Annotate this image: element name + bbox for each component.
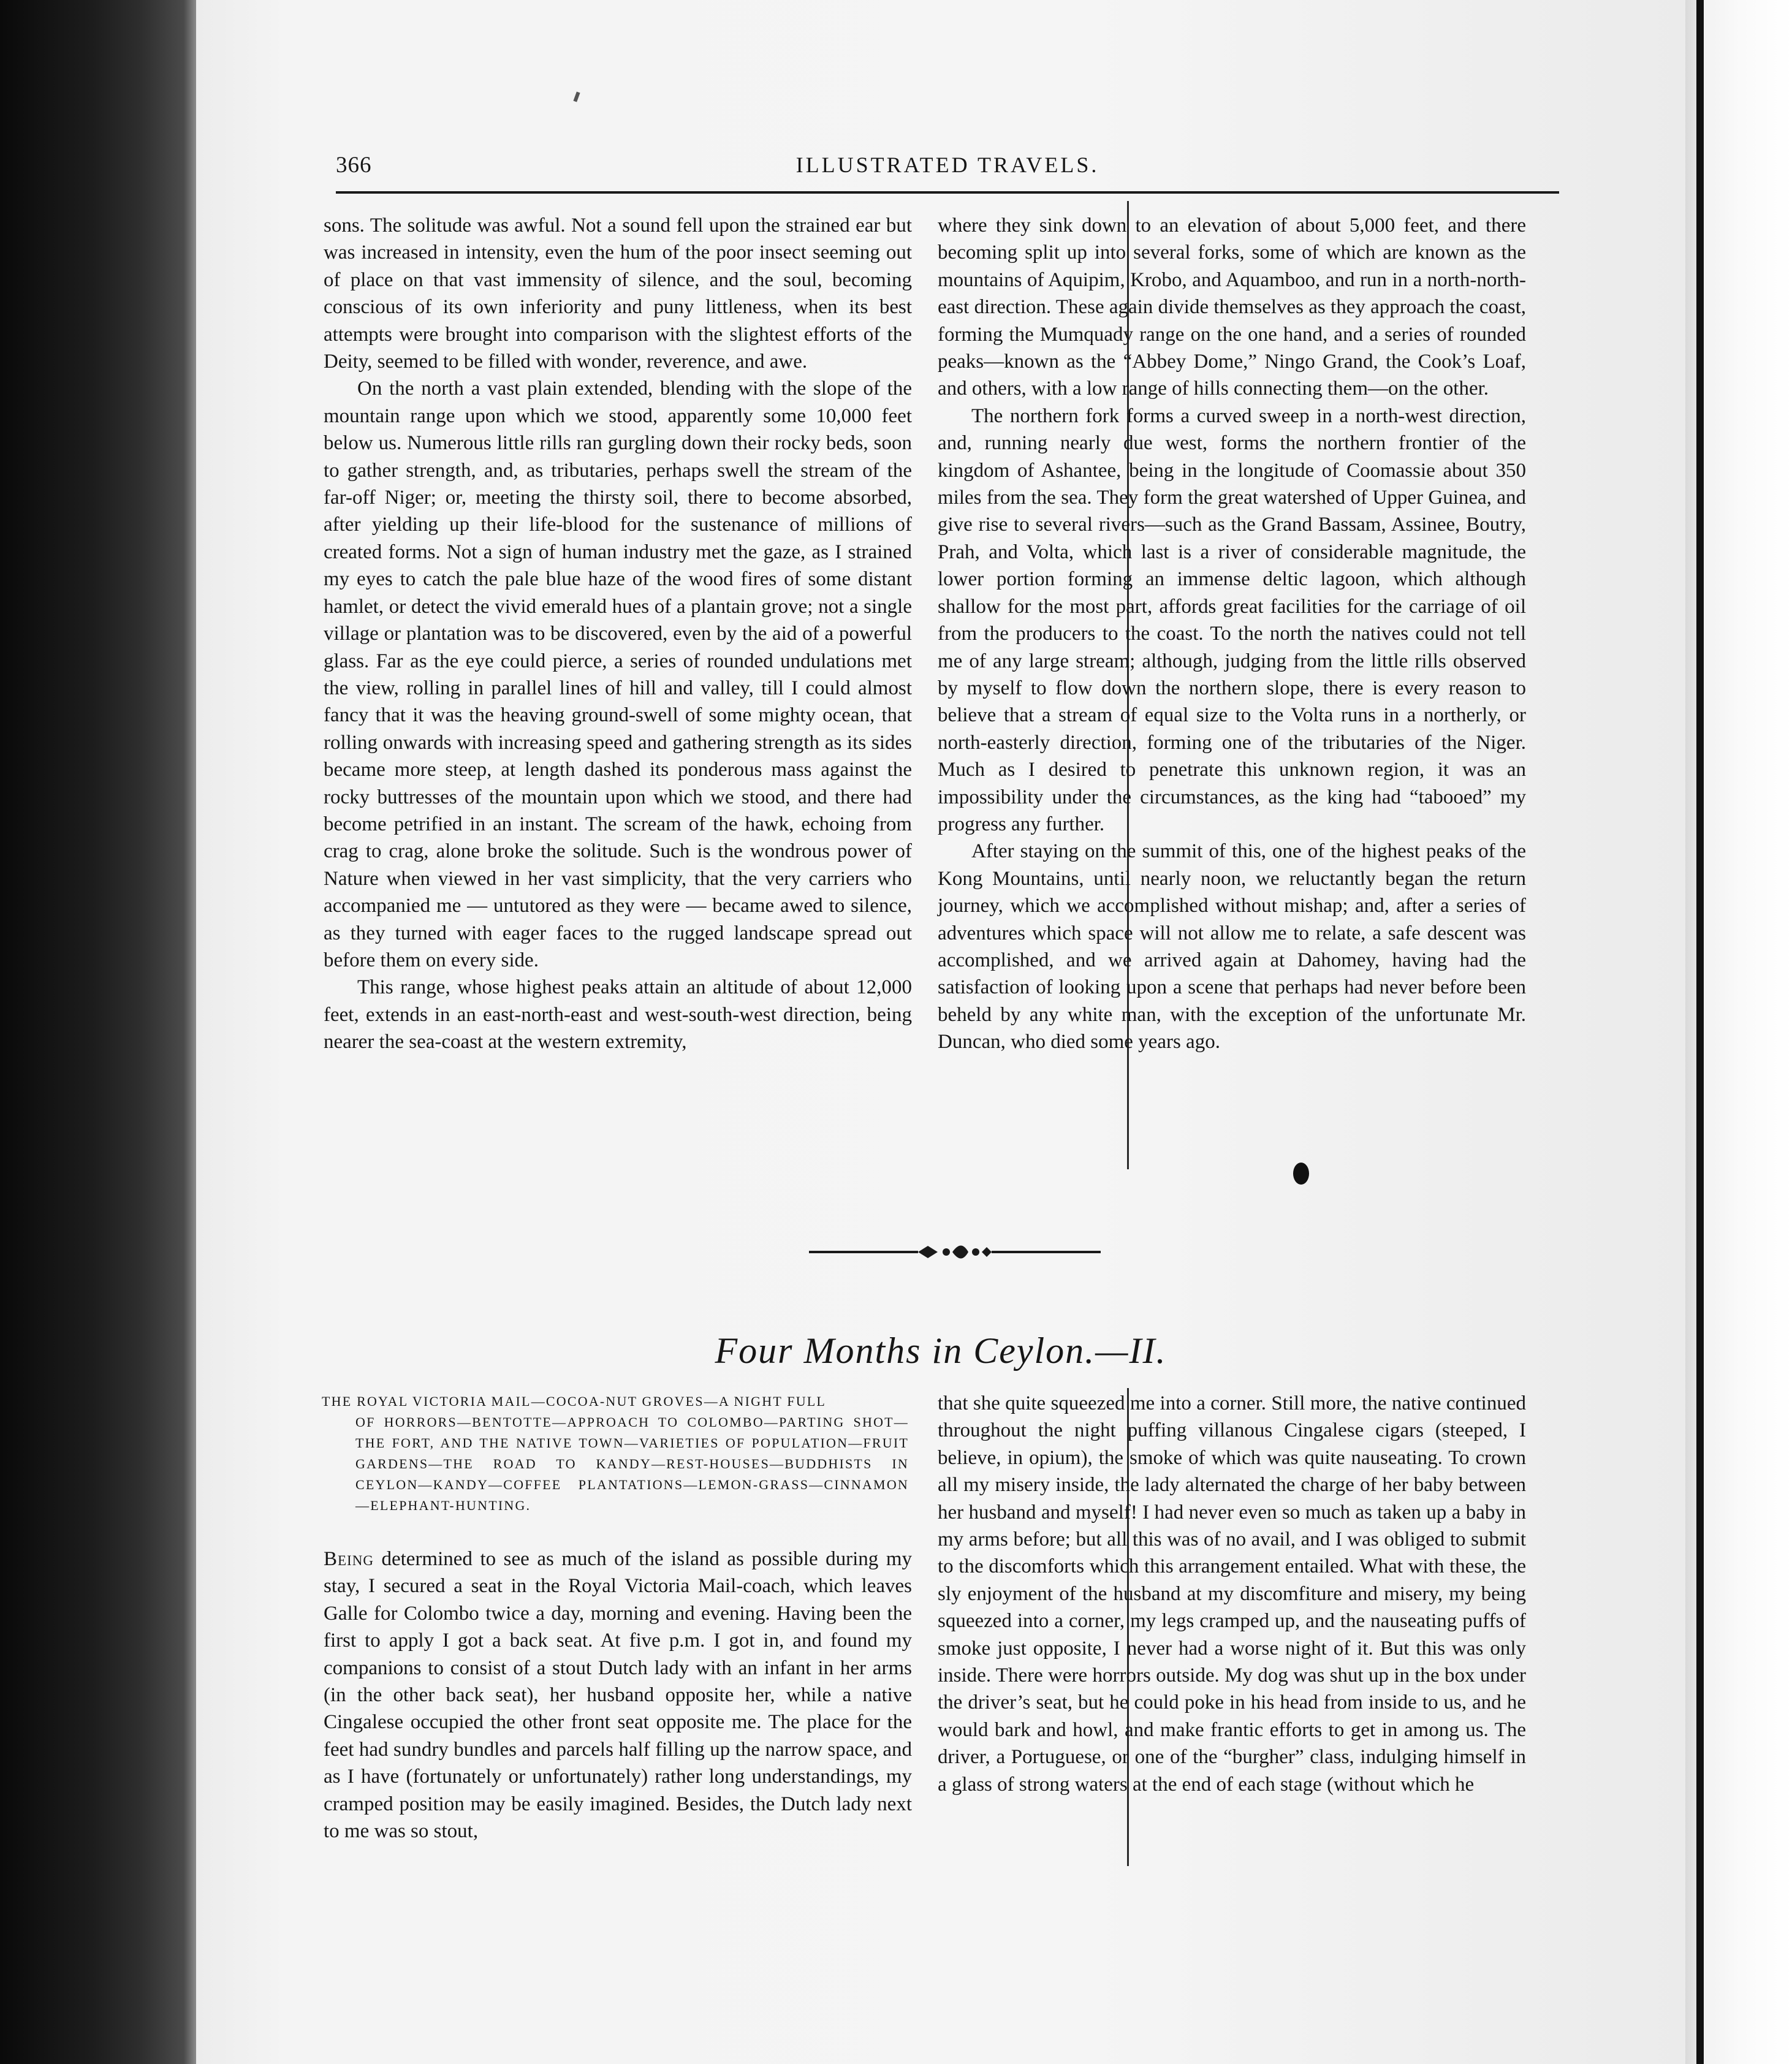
book-binding-shadow [0,0,196,2064]
running-head [336,152,1559,190]
article-right-column [938,1390,1526,1798]
paragraph: sons. The solitude was awful. Not a sound fell upon the strained ear but was increased in intensity, even the hum of the poor insect seeming out of place on that vast immensity of silence, and the soul, becoming conscious of its own inferiority and puny littleness, when its best attempts were brought into comparison with the slightest efforts of the Deity, seemed to be filled with wonder, reverence, and awe. [324,214,912,373]
paragraph: The northern fork forms a curved sweep in a north-west direction, and, running nearly due west, forms the northern frontier of the kingdom of Ashantee, being in the longitude of Coomassie about 350 miles from the sea. They form the great watershed of Upper Guinea, and give rise to several rivers—such as the Grand Bassam, Assinee, Boutry, Prah, and Volta, which last is a river of considerable magnitude, the lower portion forming an immense deltic lagoon, which although shallow for the most part, affords great facilities for the carriage of oil from the producers to the coast. To the north the natives could not tell me of any large stream; although, judging from the little rills observed by myself to flow down the northern slope, there is every reason to believe that a stream of equal size to the Volta runs in a northerly, or north-easterly direction, forming one of the tributaries of the Niger. Much as I desired to penetrate this unknown region, it was an impossibility under the circumstances, as the king had “tabooed” my progress any further. [938,404,1526,835]
previous-article-right-column [938,212,1526,1056]
section-ornament [808,1240,1102,1264]
page-number: 366 [336,153,372,178]
previous-article-left-column [324,212,912,1056]
next-page-edge [1685,0,1792,2064]
paragraph: On the north a vast plain extended, blending with the slope of the mountain range upon which we stood, apparently some 10,000 feet below us. Numerous little rills ran gurgling down their rocky beds, soon to gather strength, and, as tributaries, perhaps swell the stream of the far-off Niger; or, meeting the thirsty soil, there to become absorbed, after yielding up their life-blood for the sustenance of millions of created forms. Not a sign of human industry met the gaze, as I strained my eyes to catch the pale blue haze of the wood fires of some distant hamlet, or detect the vivid emerald hues of a plantain grove; not a single village or plantation was to be discovered, even by the aid of a powerful glass. Far as the eye could pierce, a series of rounded undulations met the view, rolling in parallel lines of hill and valley, till I could almost fancy that it was the heaving ground-swell of some mighty ocean, that rolling onwards with increasing speed and gathering strength as its sides became more steep, at length dashed its ponderous mass against the rocky buttresses of the mountain upon which we stood, and there had become petrified in an instant. The scream of the hawk, echoing from crag to crag, alone broke the solitude. Such is the wondrous power of Nature when viewed in her vast simplicity, that the very carriers who accompanied me — untutored as they were — became awed to silence, as they turned with eager faces to the rugged landscape spread out before them on every side. [324,378,912,971]
article-synopsis [322,1391,909,1516]
book-page [196,0,1685,2064]
ink-blot [1293,1163,1309,1185]
header-rule [336,191,1559,194]
running-title: ILLUSTRATED TRAVELS. [795,153,1099,177]
synopsis-first-line: THE ROYAL VICTORIA MAIL—COCOA-NUT GROVES—A NIGHT FULL [322,1394,827,1409]
ink-speck [573,91,580,102]
paragraph: After staying on the summit of this, one of the highest peaks of the Kong Mountains, until nearly noon, we reluctantly began the return journey, which we accomplished without mishap; and, after a series of adventures which space will not allow me to relate, a safe descent was accomplished, and we arrived again at Dahomey, having had the satisfaction of looking upon a scene that perhaps had never before been beheld by any white man, with the exception of the unfortunate Mr. Duncan, who died some years ago. [938,840,1526,1053]
article-left-column [324,1546,912,1845]
article-title: Four Months in Ceylon.—II. [715,1330,1167,1371]
paragraph: that she quite squeezed me into a corner. Still more, the native continued throughout the night puffing villanous Cingalese cigars (steeped, I believe, in opium), the smoke of which was quite nauseating. To crown all my misery inside, the lady alternated the charge of her baby between her husband and myself! I had never even so much as taken up a baby in my arms before; but all this was of no avail, and I was obliged to submit to the discomforts which this arrangement entailed. What with these, the sly enjoyment of the husband at my discomfiture and misery, my being squeezed into a corner, my legs cramped up, and the nauseating puffs of smoke just opposite, I never had a worse night of it. But this was only inside. There were horrors outside. My dog was shut up in the box under the driver’s seat, but he could poke in his head from inside to us, and he would bark and howl, and make frantic efforts to get in among us. The driver, a Portuguese, or one of the “burgher” class, indulging himself in a glass of strong waters at the end of each stage (without which he [938,1392,1526,1796]
page-gutter-shadow [1696,0,1704,2064]
synopsis-continuation: OF HORRORS—BENTOTTE—APPROACH TO COLOMBO—PARTING SHOT—THE FORT, AND THE NATIVE TOWN—VARIETIES OF POPULATION—FRUIT GARDENS—THE ROAD TO KANDY—REST-HOUSES—BUDDHISTS IN CEYLON—KANDY—COFFEE PLANTATIONS—LEMON-GRASS—CINNAMON—ELEPHANT-HUNTING. [355,1414,909,1513]
paragraph: where they sink down to an elevation of about 5,000 feet, and there becoming split up into several forks, some of which are known as the mountains of Aquipim, Krobo, and Aquamboo, and run in a north-north-east direction. These again divide themselves as they approach the coast, forming the Mumquady range on the one hand, and a series of rounded peaks—known as the “Abbey Dome,” Ningo Grand, the Cook’s Loaf, and others, with a low range of hills connecting them—on the other. [938,214,1526,400]
paragraph: determined to see as much of the island as possible during my stay, I secured a seat in the Royal Victoria Mail-coach, which leaves Galle for Colombo twice a day, morning and evening. Having been the first to apply I got a back seat. At five p.m. I got in, and found my companions to consist of a stout Dutch lady with an infant in her arms (in the other back seat), her husband opposite her, while a native Cingalese occupied the other front seat opposite me. The place for the feet had sundry bundles and parcels half filling up the narrow space, and as I have (fortunately or unfortunately) rather long understandings, my cramped position may be easily imagined. Besides, the Dutch lady next to me was so stout, [324,1548,912,1843]
lead-word: Being [324,1548,374,1570]
paragraph: This range, whose highest peaks attain an altitude of about 12,000 feet, extends in an east-north-east and west-south-west direction, being nearer the sea-coast at the western extremity, [324,976,912,1053]
